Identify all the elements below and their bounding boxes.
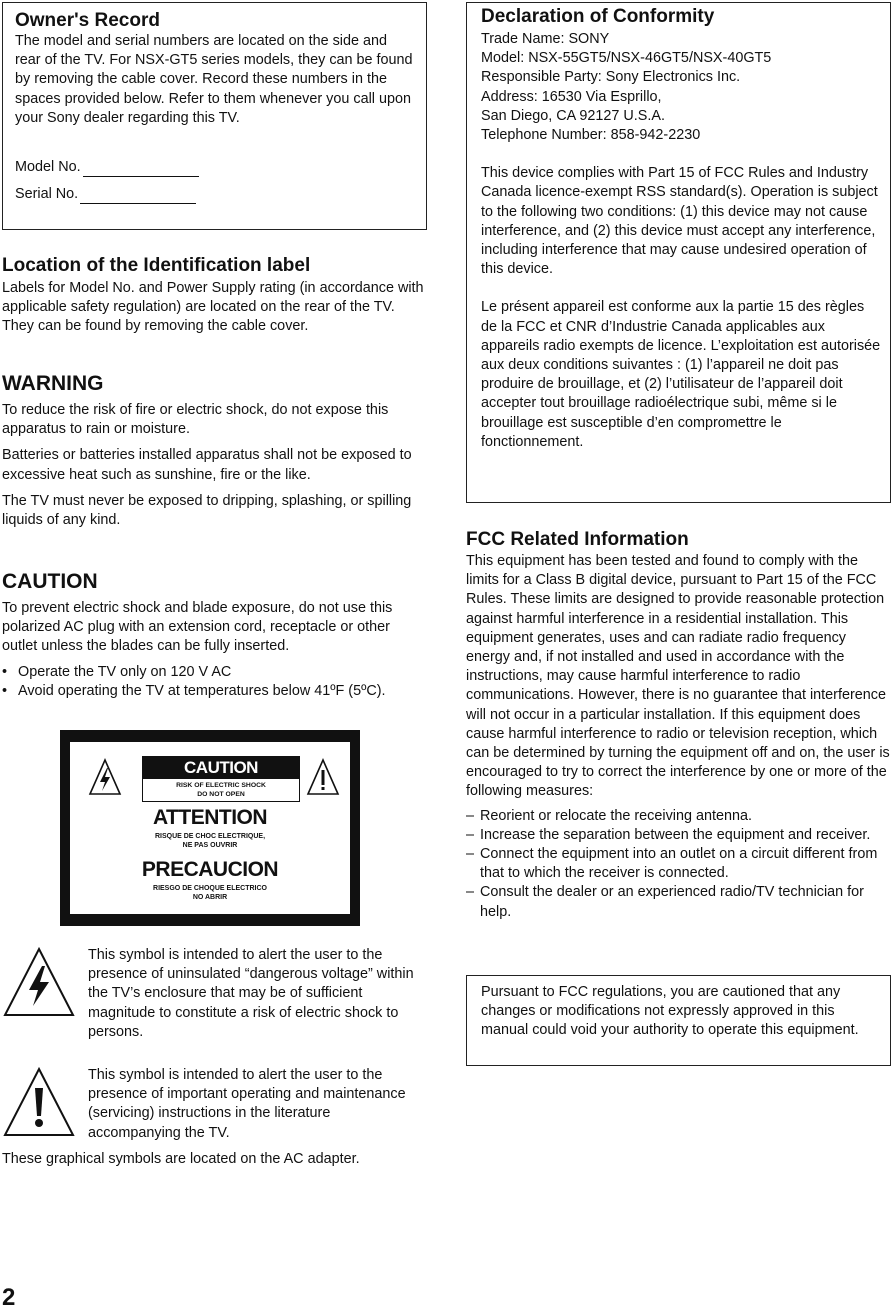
caution-label-subtext — [143, 779, 299, 799]
caution-list — [2, 663, 426, 701]
caution-label-header — [142, 756, 300, 802]
warning-p1: To reduce the risk of fire or electric shock, do not expose this apparatus to rain or moisture. — [2, 402, 389, 438]
owners-record-box — [2, 2, 427, 230]
caution-sub-line: DO NOT OPEN — [197, 791, 245, 798]
model-number-blank — [83, 162, 199, 177]
serial-number-blank — [80, 189, 196, 204]
attention-title: ATTENTION — [152, 806, 268, 829]
fcc-notice-text: Pursuant to FCC regulations, you are cautioned that any changes or modifications not expressly approved in this manual could void your authority to operate this equipment. — [481, 984, 859, 1039]
fcc-body: This equipment has been tested and found to comply with the limits for a Class B digital device, pursuant to Part 15 of the FCC Rules. These limits are designed to provide reasonable protection against harmful interference in a residential installation. This equipment generates, uses and can radiate radio frequency energy and, if not installed and used in accordance with the instructions, may cause harmful interference to radio communications. However, there is no guarantee that interference will not occur in a particular installation. If this equipment does cause harmful interference to radio or television reception, which can be determined by turning the equipment off and on, the user is encouraged to try to correct the interference by one or more of the following measures: — [466, 553, 890, 800]
exclamation-symbol-row — [2, 1066, 426, 1146]
lightning-warning-icon — [88, 758, 122, 796]
list-item: • Avoid operating the TV at temperatures below 41ºF (5ºC). — [2, 682, 426, 701]
fcc-title: FCC Related Information — [466, 529, 689, 550]
fcc-section — [466, 528, 891, 922]
symbols-footer: These graphical symbols are located on the AC adapter. — [2, 1151, 360, 1167]
fcc-notice-box — [466, 975, 891, 1066]
caution-body: To prevent electric shock and blade exposure, do not use this polarized AC plug with an extension cord, receptacle or other outlet unless the blades can be fully inserted. — [2, 600, 393, 655]
warning-section — [2, 371, 426, 530]
dangerous-voltage-icon — [2, 946, 76, 1018]
voltage-symbol-row — [2, 946, 426, 1046]
attention-sub-line: RISQUE DE CHOC ELECTRIQUE, — [154, 833, 266, 840]
caution-sub-line: RISK OF ELECTRIC SHOCK — [176, 782, 266, 789]
exclamation-icon — [2, 1066, 76, 1138]
precaucion-title: PRECAUCION — [141, 858, 279, 881]
declaration-line: Model: NSX-55GT5/NSX-46GT5/NSX-40GT5 — [481, 50, 772, 67]
exclamation-warning-icon — [306, 758, 340, 796]
declaration-line: Trade Name: SONY — [481, 31, 610, 47]
identification-body: Labels for Model No. and Power Supply rating (in accordance with applicable safety regulation) are located on the rear of the TV. They can be found by removing the cable cover. — [2, 280, 424, 335]
declaration-english: This device complies with Part 15 of FCC Rules and Industry Canada licence-exempt RSS standard(s). Operation is subject to the following two conditions: (1) this device may not cause interference, and (2) this device must accept any interference, including interference that may cause undesired operation of this device. — [481, 165, 878, 278]
caution-section — [2, 569, 426, 701]
model-number-label: Model No. — [15, 159, 81, 176]
caution-label-panel — [70, 742, 350, 914]
declaration-line: Address: 16530 Via Esprillo, — [481, 88, 662, 105]
declaration-line: Telephone Number: 858-942-2230 — [481, 127, 701, 144]
list-item: – Reorient or relocate the receiving antenna. — [466, 807, 891, 826]
owners-record-body: The model and serial numbers are located on the side and rear of the TV. For NSX-GT5 series models, they can be found by removing the cable cover. Record these numbers in the spaces provided below. Refer to them whenever you call upon your Sony dealer regarding this TV. — [15, 33, 413, 126]
warning-title: WARNING — [2, 372, 104, 395]
declaration-line: Responsible Party: Sony Electronics Inc. — [481, 69, 741, 86]
precaucion-subtext — [70, 884, 350, 902]
warning-p3: The TV must never be exposed to dripping, splashing, or spilling liquids of any kind. — [2, 492, 412, 529]
owners-record-title: Owner's Record — [15, 10, 160, 31]
precaucion-sub-line: NO ABRIR — [192, 894, 228, 901]
list-item: – Consult the dealer or an experienced radio/TV technician for help. — [466, 883, 891, 921]
declaration-box — [466, 2, 891, 503]
fcc-measures-list — [466, 807, 891, 922]
list-item: – Increase the separation between the equipment and receiver. — [466, 826, 891, 845]
declaration-french: Le présent appareil est conforme aux la partie 15 des règles de la FCC et CNR d’Industrie Canada applicables aux appareils radio exempts de licence. L’exploitation est autorisée aux deux conditions suivantes : (1) l’appareil ne doit pas produire de brouillage, et (2) l’utilisateur de l’appareil doit accepter tout brouillage radioélectrique subi, même si le brouillage est susceptible d’en compromettre le fonctionnement. — [481, 299, 881, 450]
declaration-details — [481, 30, 882, 145]
model-number-field — [15, 158, 416, 177]
declaration-line: San Diego, CA 92127 U.S.A. — [481, 107, 665, 124]
serial-number-label: Serial No. — [15, 186, 79, 203]
attention-sub-line: NE PAS OUVRIR — [182, 842, 238, 849]
warning-p2: Batteries or batteries installed apparatus shall not be exposed to excessive heat such as sunshine, fire or the like. — [2, 447, 412, 483]
caution-warning-label — [60, 730, 360, 926]
caution-title: CAUTION — [2, 570, 98, 593]
list-item: • Operate the TV only on 120 V AC — [2, 663, 426, 682]
identification-title: Location of the Identification label — [2, 255, 311, 276]
serial-number-field — [15, 185, 416, 204]
voltage-symbol-text: This symbol is intended to alert the user to the presence of uninsulated “dangerous voltage” within the TV’s enclosure that may be of sufficient magnitude to constitute a risk of electric shock to persons. — [88, 947, 414, 1040]
attention-subtext — [70, 832, 350, 850]
page-number: 2 — [2, 1284, 16, 1311]
precaucion-sub-line: RIESGO DE CHOQUE ELECTRICO — [153, 885, 267, 892]
declaration-title: Declaration of Conformity — [481, 6, 715, 27]
caution-label-title: CAUTION — [143, 757, 299, 779]
exclamation-symbol-text: This symbol is intended to alert the user to the presence of important operating and maintenance (servicing) instructions in the literature accompanying the TV. — [88, 1067, 406, 1141]
identification-section — [2, 254, 426, 337]
list-item: – Connect the equipment into an outlet on a circuit different from that to which the receiver is connected. — [466, 845, 891, 883]
